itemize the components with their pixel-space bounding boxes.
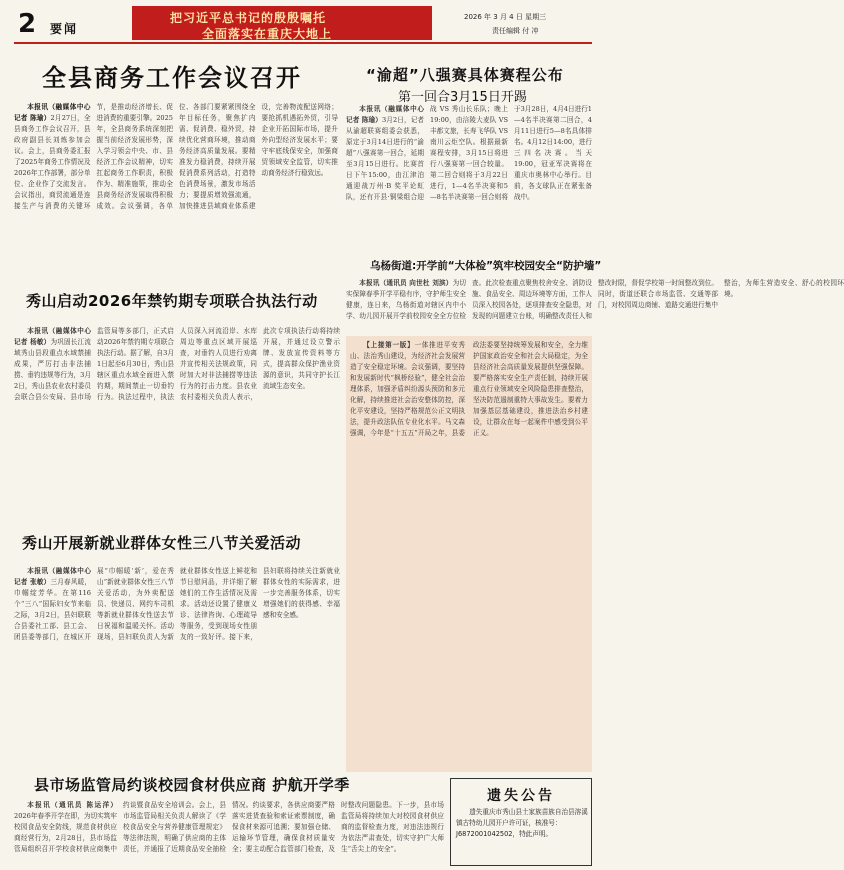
slogan-line-2: 全面落实在重庆大地上 (202, 27, 333, 41)
article-3-body: 本报讯（通讯员 向世杜 刘滨）为切实保障春季开学平稳有序，守护师生安全健康，连日来，乌杨街道对辖区内中小学、幼儿园开展开学前校园安全全方位检查。此次检查重点聚焦校舍安全、消防设施、食品安全、周边环境等方面，工作人员深入校园各处，逐项排查安全隐患，对发现的问题建立台账，明确整改责任人和整改时限，督促学校第一时间整改到位。同时，街道还联合市场监管、交通等部门，对校园周边商铺、道路交通进行集中整治，为师生营造安全、舒心的校园环境。 (346, 279, 844, 320)
article-4-headline: 秀山启动2026年禁钓期专项联合执法行动 (26, 292, 318, 310)
page-editor: 责任编辑 付 冲 (492, 27, 539, 35)
article-1-byline: 本报讯（融媒体中心记者 陈瑜） (14, 103, 91, 122)
article-6-byline: 本报讯（通讯员 陈运洋） (27, 801, 117, 809)
lost-notice-heading: 遗失公告 (487, 788, 555, 804)
article-3-byline: 本报讯（通讯员 向世杜 刘滨） (359, 279, 453, 287)
page-header (14, 6, 592, 40)
article-2-subhead: 第一回合3月15日开踢 (398, 90, 527, 105)
article-2-headline: “渝超”八强赛具体赛程公布 (366, 66, 564, 84)
slogan-line-1: 把习近平总书记的殷殷嘱托 (170, 11, 327, 25)
article-5-headline: 秀山开展新就业群体女性三八节关爱活动 (22, 534, 302, 552)
article-6-body: 本报讯（通讯员 陈运洋）2026年春季开学在即，为切实筑牢校园食品安全防线，规范食材供应商经营行为，2月28日，县市场监管局组织召开学校食材供应商集中约谈暨食品安全培训会。会上，县市场监管局相关负责人解读了《学校食品安全与营养健康管理规定》等法律法规，明确了供应商的主体责任，并通报了近期食品安全抽检情况。约谈要求，各供应商要严格落实进货查验和索证索票制度，确保食材来源可追溯；要加强仓储、运输环节管理，确保食材质量安全；要主动配合监管部门检查，及时整改问题隐患。下一步，县市场监管局将持续加大对校园食材供应商的监督检查力度，对违法违规行为依法严肃查处，切实守护广大师生“舌尖上的安全”。 (14, 801, 444, 853)
section-name: 要闻 (50, 22, 79, 36)
lost-notice-box (450, 778, 592, 866)
article-4-byline: 本报讯（融媒体中心记者 杨敏） (14, 327, 91, 346)
article-3-headline: 乌杨街道:开学前“大体检”筑牢校园安全“防护墙” (370, 260, 602, 272)
article-2-body: 本报讯（融媒体中心记者 陈瑜）3月2日，记者从渝超联赛组委会获悉，原定于3月14日进行的“渝超”八强赛第一回合，延期至3月15日进行。比赛首日下午15:00，由江津泊通迎战万州·B 奖平论虹队，还有开县·铜梁组合迎战 VS 秀山长乐队；晚上19:00，由涪陵大麦队 VS 丰都文旅，长寿飞华队 VS 南川云炬空队。根据最新赛程安排，3月15日将进行八强赛第一回合较量。第二回合则将于3月22日进行，1—4名半决赛和5—8名半决赛第一回合则将于3月28日，4月4日进行1—4名半决赛第二回合，4月11日进行5—8名具体排名。4月12日14:00，进行三四名决赛。当天19:00，冠亚军决赛将在重庆市奥林中心举行。目前，各支球队正在紧张备战中。 (346, 105, 592, 201)
article-5-byline: 本报讯（融媒体中心记者 张敏） (14, 567, 91, 586)
continued-article-box: 【上接第一版】一体推进平安秀山、法治秀山建设，为经济社会发展营造了安全稳定环境。会议强调，要坚持和发展新时代“枫桥经验”，健全社会治理体系，加强矛盾纠纷源头预防和多元化解，持续推进社会治安整体防控，深化平安建设，坚持严格规范公正文明执法，提升政法队伍专业化水平。马文森强调，今年是“十五五”开局之年，县委政法委要坚持统筹发展和安全，全力维护国家政治安全和社会大局稳定，为全县经济社会高质量发展提供坚强保障。要严格落实安全生产责任制，持续开展重点行业领域安全风险隐患排查整治，坚决防范遏制重特大事故发生。要着力加强基层基础建设，推进法治乡村建设，让群众在每一起案件中感受到公平正义。 (346, 336, 592, 772)
article-5-body: 本报讯（融媒体中心记者 张敏）三月春风暖，巾帼绽芳华。在第116个“三八”国际妇女节来临之际，3月2日，县妇联联合县委社工部、县工会、团县委等部门，在城区开展“巾帼暖‘新’，爱在秀山”新就业群体女性三八节关爱活动，为外卖配送员、快递员、网约车司机等新就业群体女性送去节日祝福和温暖关怀。活动现场，县妇联负责人为新就业群体女性送上鲜花和节日慰问品，并详细了解她们的工作生活情况及需求。活动还设置了健康义诊、法律咨询、心理疏导等服务，受到现场女性朋友的一致好评。接下来，县妇联将持续关注新就业群体女性的实际需求，进一步完善服务体系，切实增强她们的获得感、幸福感和安全感。 (14, 567, 340, 641)
page-number: 2 (18, 9, 37, 39)
issue-date: 2026 年 3 月 4 日 星期三 (464, 13, 547, 21)
article-1-headline: 全县商务工作会议召开 (42, 64, 302, 92)
article-1-body: 本报讯（融媒体中心记者 陈瑜）2月27日，全县商务工作会议召开，县政府副县长刘炼参加会议。会上，县商务委汇报了2025年商务工作情况及2026年工作部署，部分单位、企业作了交流发言。会议指出，商贸流通是连接生产与消费的关键环节，是推动经济增长、促进消费的重要引擎。2025年，全县商务系统深刻把握当前经济发展形势，深入学习领会中央、市、县经济工作会议精神，切实扛起商务工作职责，积极作为、精准施策，推动全县商务经济发展取得积极成效。会议强调，各单位、各部门要紧紧围绕全年目标任务，聚焦扩内需、促消费、稳外贸，持续优化营商环境，推动商务经济高质量发展。要精准发力稳消费，持续开展促消费系列活动，打造特色消费场景，激发市场活力；要提质增效强流通，加快推进县域商业体系建设，完善物流配送网络；要抢抓机遇拓外贸，引导企业开拓国际市场，提升外向型经济发展水平；要守牢底线保安全，加强商贸领域安全监管，切实推动商务经济行稳致远。 (14, 103, 338, 210)
continued-heading: 【上接第一版】 (363, 341, 415, 349)
article-2-byline: 本报讯（融媒体中心记者 陈瑜） (346, 105, 424, 124)
lost-notice-text: 遗失重庆市秀山县土家族苗族自治县溶溪镇古特幼儿园开户许可证，核准号：J6872001042502，特此声明。 (456, 808, 588, 838)
article-6-headline: 县市场监管局约谈校园食材供应商 护航开学季 (34, 776, 350, 794)
slogan-banner (132, 6, 432, 40)
header-rule (14, 42, 592, 44)
article-4-body: 本报讯（融媒体中心记者 杨敏）为巩固长江流域秀山县段重点水域禁捕成果，严厉打击非法捕捞、垂钓违规等行为，3月2日，秀山县农业农村委员会联合县公安局、县市场监管局等多部门，正式启动2026年禁钓期专项联合执法行动。据了解，自3月1日起至6月30日，秀山县辖区重点水域全面进入禁钓期，期间禁止一切垂钓行为。执法过程中，执法人员深入河流沿岸、水库周边等重点区域开展巡查，对垂钓人员进行劝离并宣传相关法规政策，同时加大对非法捕捞等违法行为的打击力度。县农业农村委相关负责人表示，此次专项执法行动将持续开展，并通过设立警示牌、发放宣传资料等方式，提高群众保护渔业资源的意识，共同守护长江流域生态安全。 (14, 327, 340, 401)
